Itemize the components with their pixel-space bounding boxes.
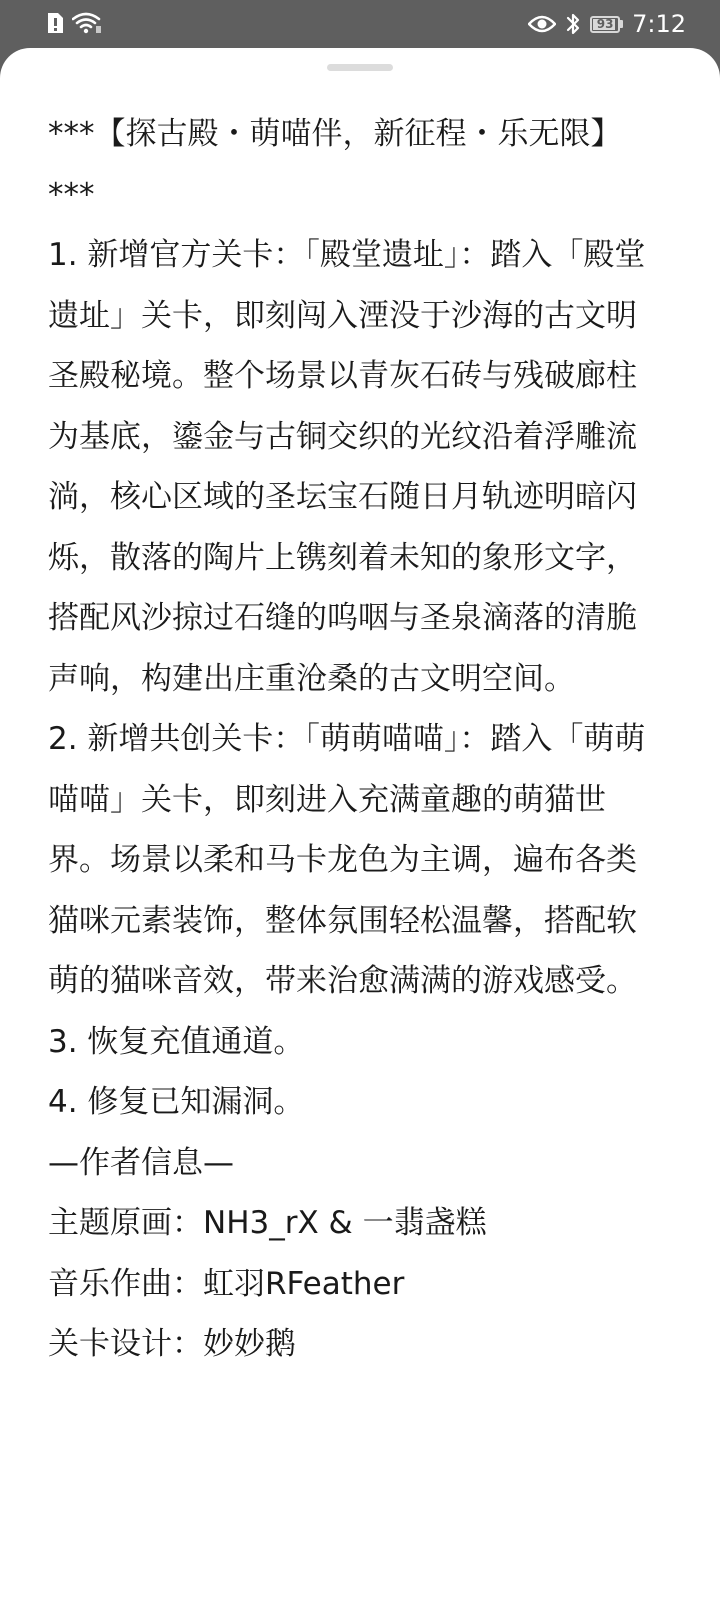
notes-heading: ***【探古殿・萌喵伴，新征程・乐无限】*** bbox=[48, 116, 622, 213]
battery-icon bbox=[590, 16, 623, 33]
status-left bbox=[46, 12, 102, 34]
bluetooth-icon bbox=[565, 12, 581, 36]
status-right bbox=[528, 10, 686, 38]
credit-level-design: 关卡设计：妙妙鹅 bbox=[48, 1326, 296, 1362]
bottom-sheet bbox=[0, 48, 720, 1600]
sim-alert-icon bbox=[46, 12, 64, 34]
battery-tip bbox=[620, 20, 623, 28]
status-bar bbox=[0, 0, 720, 48]
wifi-icon bbox=[72, 12, 102, 34]
update-notes bbox=[48, 104, 663, 1375]
status-time: 7:12 bbox=[632, 10, 686, 38]
notes-item-1: 1. 新增官方关卡：「殿堂遗址」：踏入「殿堂遗址」关卡，即刻闯入湮没于沙海的古文明圣殿秘境。整个场景以青灰石砖与残破廊柱为基底，鎏金与古铜交织的光纹沿着浮雕流淌，核心区域的圣坛宝石随日月轨迹明暗闪烁，散落的陶片上镌刻着未知的象形文字，搭配风沙掠过石缝的呜咽与圣泉滴落的清脆声响，构建出庄重沧桑的古文明空间。 bbox=[48, 237, 646, 697]
author-info-header: —作者信息— bbox=[48, 1144, 234, 1181]
battery-level: 93 bbox=[596, 16, 614, 31]
drag-handle[interactable] bbox=[327, 64, 393, 71]
notes-item-2: 2. 新增共创关卡：「萌萌喵喵」：踏入「萌萌喵喵」关卡，即刻进入充满童趣的萌猫世界。场景以柔和马卡龙色为主调，遍布各类猫咪元素装饰，整体氛围轻松温馨，搭配软萌的猫咪音效，带来治愈满满的游戏感受。 bbox=[48, 721, 646, 999]
battery-body bbox=[590, 16, 620, 33]
eye-icon bbox=[528, 14, 556, 34]
notes-item-4: 4. 修复已知漏洞。 bbox=[48, 1084, 305, 1120]
credit-art: 主题原画：NH3_rX & 一翡盏糕 bbox=[48, 1205, 487, 1241]
notes-item-3: 3. 恢复充值通道。 bbox=[48, 1023, 305, 1060]
credit-music: 音乐作曲：虹羽RFeather bbox=[48, 1265, 405, 1302]
